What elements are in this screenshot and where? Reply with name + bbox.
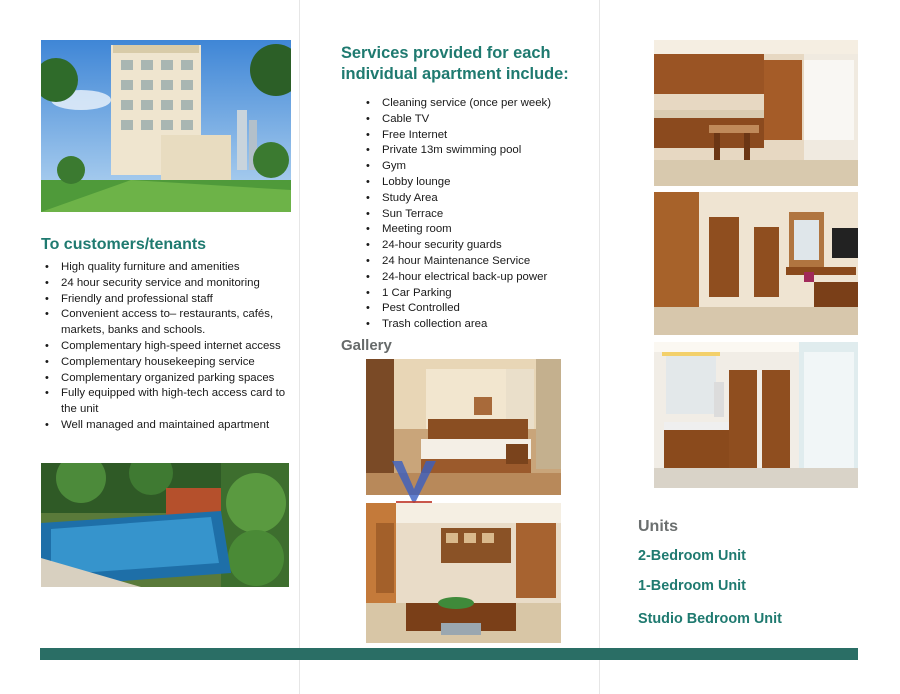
services-heading: Services provided for each individual apartment include:	[341, 44, 569, 83]
list-item: • 24 hour Maintenance Service	[362, 254, 592, 270]
kitchen-photo	[654, 40, 858, 186]
customers-heading: To customers/tenants	[41, 236, 207, 253]
gallery-heading: Gallery	[341, 337, 392, 354]
unit-1-bedroom: 1-Bedroom Unit	[638, 578, 746, 594]
list-item: • Fully equipped with high-tech access card to the unit	[41, 386, 303, 418]
bedroom-desk-photo	[654, 192, 858, 335]
panel-divider-right	[599, 0, 600, 694]
list-item: • Trash collection area	[362, 317, 592, 333]
list-item: • Complementary organized parking spaces	[41, 371, 303, 387]
list-item: • Well managed and maintained apartment	[41, 418, 303, 434]
list-item: • Complementary high-speed internet access	[41, 339, 303, 355]
list-item: • 24-hour security guards	[362, 238, 592, 254]
living-room-photo	[366, 503, 561, 643]
list-item: • Private 13m swimming pool	[362, 143, 592, 159]
building-exterior-photo	[41, 40, 291, 212]
services-list	[362, 96, 592, 333]
list-item: • 1 Car Parking	[362, 286, 592, 302]
list-item: • Gym	[362, 159, 592, 175]
list-item: • High quality furniture and amenities	[41, 260, 303, 276]
list-item: • 24-hour electrical back-up power	[362, 270, 592, 286]
list-item: • Lobby lounge	[362, 175, 592, 191]
list-item: • Sun Terrace	[362, 207, 592, 223]
list-item: • Meeting room	[362, 222, 592, 238]
list-item: • Friendly and professional staff	[41, 292, 303, 308]
list-item: • Study Area	[362, 191, 592, 207]
list-item: • Free Internet	[362, 128, 592, 144]
footer-bar	[40, 648, 858, 660]
list-item: • 24 hour security service and monitoring	[41, 276, 303, 292]
list-item: • Complementary housekeeping service	[41, 355, 303, 371]
unit-2-bedroom: 2-Bedroom Unit	[638, 548, 746, 564]
bathroom-photo	[654, 342, 858, 488]
list-item: • Convenient access to– restaurants, cafés, markets, banks and schools.	[41, 307, 303, 339]
unit-studio: Studio Bedroom Unit	[638, 611, 782, 627]
customers-list	[41, 260, 303, 434]
units-heading: Units	[638, 518, 678, 535]
swimming-pool-photo	[41, 463, 289, 587]
list-item: • Pest Controlled	[362, 301, 592, 317]
list-item: • Cable TV	[362, 112, 592, 128]
list-item: • Cleaning service (once per week)	[362, 96, 592, 112]
